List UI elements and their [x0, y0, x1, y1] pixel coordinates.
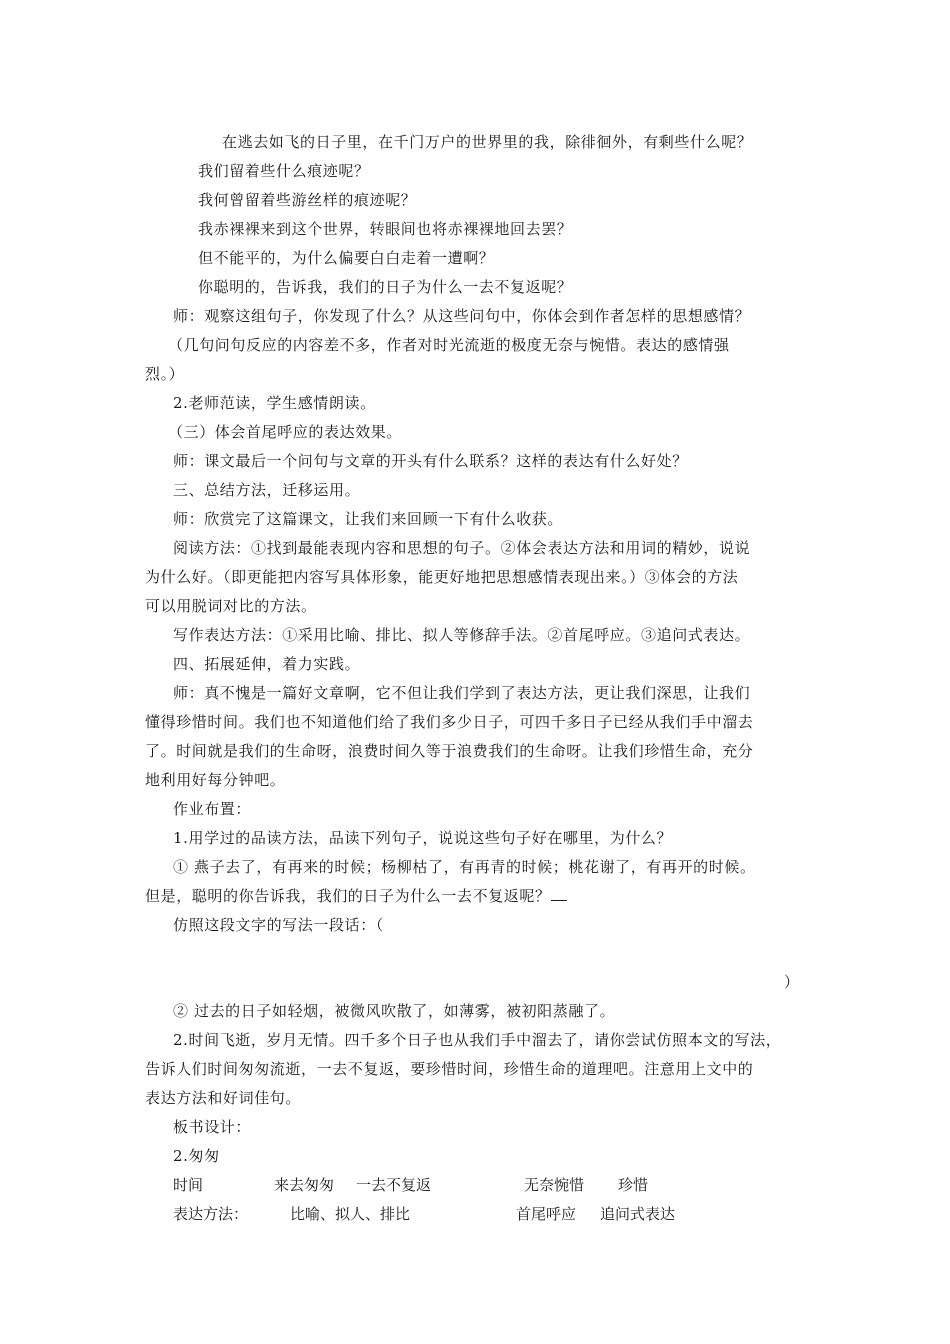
- heading-3: 三、总结方法，迁移运用。: [173, 481, 361, 499]
- reading-method-line: 阅读方法：①找到最能表现内容和思想的句子。②体会表达方法和用词的精妙，说说: [173, 539, 751, 557]
- answer-line: （几句问句反应的内容差不多，作者对时光流逝的极度无奈与惋惜。表达的感情强: [168, 336, 730, 354]
- board-cell: 无奈惋惜: [524, 1176, 585, 1194]
- board-cell: 来去匆匆: [274, 1176, 335, 1194]
- homework-1-item-1: ① 燕子去了，有再来的时候；杨柳枯了，有再青的时候；桃花谢了，有再开的时候。: [173, 858, 756, 876]
- imitate-instruction: 仿照这段文字的写法一段话：（: [173, 916, 384, 934]
- reading-method-line: 可以用脱词对比的方法。: [145, 597, 317, 615]
- board-cell: 一去不复返: [356, 1176, 432, 1194]
- step-2: 2.老师范读，学生感情朗读。: [173, 394, 376, 412]
- homework-2-line: 告诉人们时间匆匆流逝，一去不复返，要珍惜时间，珍惜生命的道理吧。注意用上文中的: [145, 1060, 754, 1078]
- quote-line: 你聪明的，告诉我，我们的日子为什么一去不复返呢？: [198, 278, 573, 296]
- board-cell: 追问式表达: [600, 1205, 676, 1223]
- homework-label: 作业布置：: [173, 800, 252, 818]
- homework-1-item-1-cont: [145, 886, 567, 906]
- section-3-heading: （三）体会首尾呼应的表达效果。: [168, 423, 403, 441]
- board-cell: 表达方法：: [173, 1205, 249, 1223]
- board-cell: 比喻、拟人、排比: [290, 1205, 411, 1223]
- teacher-question-1: 师：观察这组句子，你发现了什么？从这些问句中，你体会到作者怎样的思想感情？: [173, 307, 751, 325]
- homework-1-item-2: ② 过去的日子如轻烟，被微风吹散了，如薄雾，被初阳蒸融了。: [173, 1002, 616, 1020]
- homework-2-line: 2.时间飞逝，岁月无情。四千多个日子也从我们手中溜去了，请你尝试仿照本文的写法，: [173, 1031, 782, 1049]
- board-label: 板书设计：: [173, 1118, 252, 1136]
- quote-line: 我赤裸裸来到这个世界，转眼间也将赤裸裸地回去罢？: [198, 220, 573, 238]
- board-cell: 珍惜: [618, 1176, 649, 1194]
- teacher-line-3: 师：欣赏完了这篇课文，让我们来回顾一下有什么收获。: [173, 510, 564, 528]
- reading-method-line: 为什么好。（即更能把内容写具体形象，能更好地把思想感情表现出来。）③体会的方法: [145, 568, 739, 586]
- board-title: 2.匆匆: [173, 1147, 220, 1165]
- quote-line: 我何曾留着些游丝样的痕迹呢？: [198, 191, 417, 209]
- teacher-paragraph-line: 懂得珍惜时间。我们也不知道他们给了我们多少日子，可四千多日子已经从我们手中溜去: [145, 713, 754, 731]
- board-cell: 首尾呼应: [516, 1205, 577, 1223]
- teacher-paragraph-line: 了。时间就是我们的生命呀，浪费时间久等于浪费我们的生命呀。让我们珍惜生命，充分: [145, 742, 754, 760]
- quote-line: 我们留着些什么痕迹呢？: [198, 162, 370, 180]
- teacher-question-2: 师：课文最后一个问句与文章的开头有什么联系？这样的表达有什么好处？: [173, 452, 688, 470]
- teacher-paragraph-line: 地利用好每分钟吧。: [145, 771, 286, 789]
- quote-line: 在逃去如飞的日子里，在千门万户的世界里的我，除徘徊外，有剩些什么呢？: [222, 133, 753, 151]
- answer-blank[interactable]: [551, 886, 567, 901]
- homework-2-line: 表达方法和好词佳句。: [145, 1089, 302, 1107]
- heading-4: 四、拓展延伸，着力实践。: [173, 655, 361, 673]
- teacher-paragraph-line: 师：真不愧是一篇好文章啊，它不但让我们学到了表达方法，更让我们深思，让我们: [173, 684, 751, 702]
- quote-line: 但不能平的，为什么偏要白白走着一遭啊？: [198, 249, 495, 267]
- answer-line: 烈。）: [145, 365, 185, 383]
- homework-1: 1.用学过的品读方法，品读下列句子，说说这些句子好在哪里，为什么？: [173, 829, 673, 847]
- board-cell: 时间: [173, 1176, 204, 1194]
- writing-method: 写作表达方法：①采用比喻、排比、拟人等修辞手法。②首尾呼应。③追问式表达。: [173, 626, 751, 644]
- homework-1-item-1-text: 但是，聪明的你告诉我，我们的日子为什么一去不复返呢？: [145, 887, 551, 905]
- close-paren: ）: [784, 973, 800, 991]
